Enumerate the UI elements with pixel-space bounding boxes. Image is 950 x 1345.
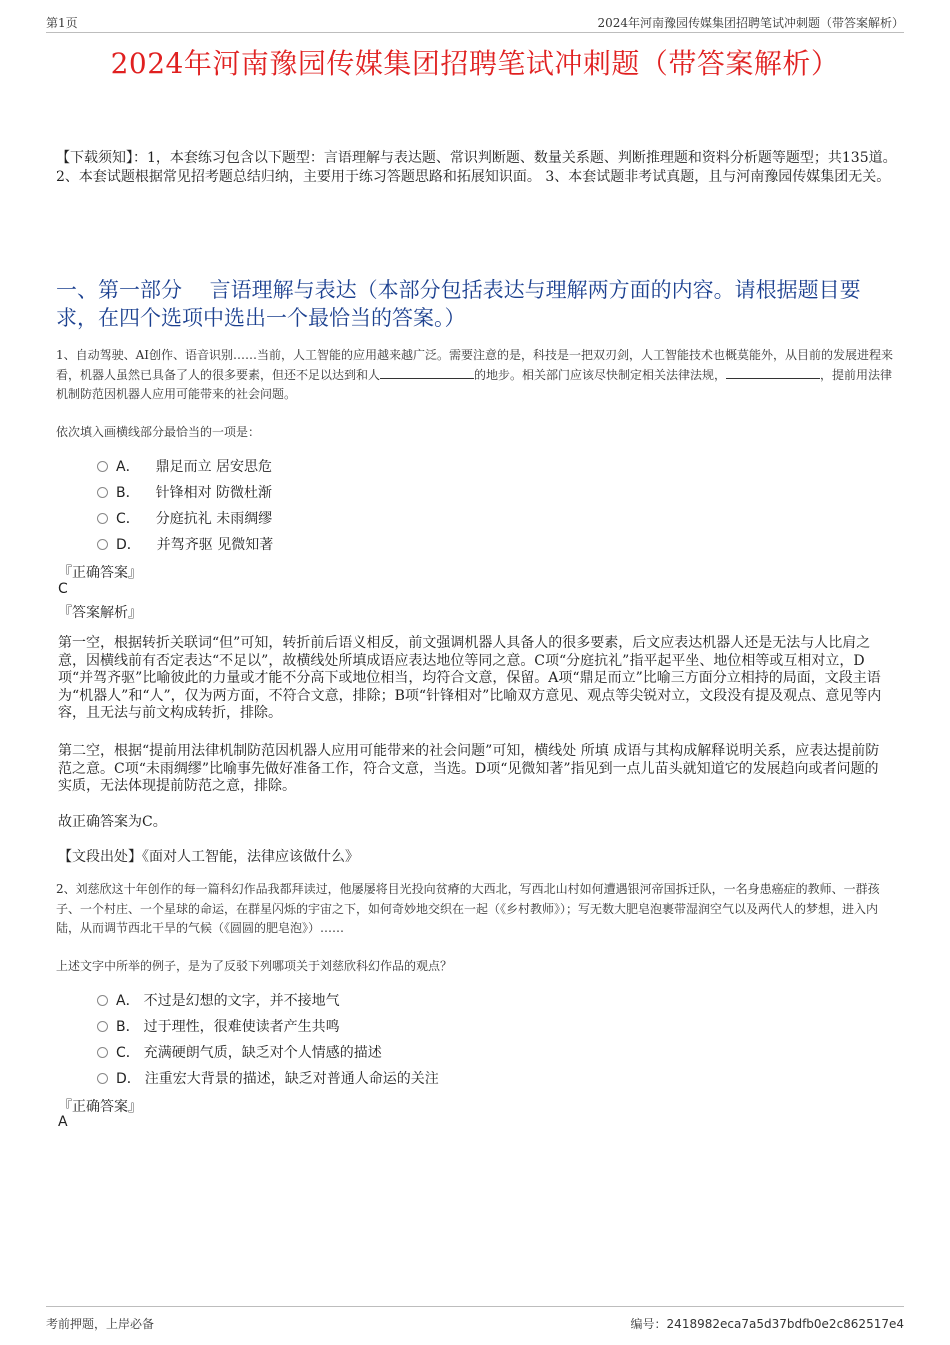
radio-button[interactable] xyxy=(97,461,108,472)
option-2d[interactable]: D． 注重宏大背景的描述，缺乏对普通人命运的关注 xyxy=(97,1068,439,1088)
question-2-prompt: 上述文字中所举的例子，是为了反驳下列哪项关于刘慈欣科幻作品的观点？ xyxy=(56,959,453,973)
radio-button[interactable] xyxy=(97,513,108,524)
question-1-text-c: ，提前用法律机制防范因机器人应用可能带来的社会问题。 xyxy=(56,367,893,401)
option-1b[interactable]: B． 针锋相对 防微杜渐 xyxy=(97,482,272,502)
option-2b[interactable]: B． 过于理性，很难使读者产生共鸣 xyxy=(97,1016,340,1036)
document-title: 2024年河南豫园传媒集团招聘笔试冲刺题（带答案解析） xyxy=(110,47,840,80)
radio-button[interactable] xyxy=(97,1047,108,1058)
page-header xyxy=(46,14,904,33)
option-2a[interactable]: A． 不过是幻想的文字，并不接地气 xyxy=(97,990,340,1010)
download-notice: 【下载须知】：1，本套练习包含以下题型：言语理解与表达题、常识判断题、数量关系题、判断推理题和资料分析题等题型；共135道。 2、本套试题根据常见招考题总结归纳，主要用于练习答题思路和拓展知识面。 3、本套试题非考试真题，且与河南豫园传媒集团无关。 xyxy=(56,150,897,185)
text-source: 【文段出处】《面对人工智能，法律应该做什么》 xyxy=(58,849,359,865)
radio-button[interactable] xyxy=(97,539,108,550)
blank-1 xyxy=(380,366,474,379)
analysis-label: 『答案解析』 xyxy=(58,605,142,621)
analysis-conclusion: 故正确答案为C。 xyxy=(58,814,167,830)
page-number: 第1页 xyxy=(46,16,78,30)
option-2c[interactable]: C． 充满硬朗气质，缺乏对个人情感的描述 xyxy=(97,1042,382,1062)
question-1-text-a: 1、自动驾驶、AI创作、语音识别……当前，人工智能的应用越来越广泛。需要注意的是，科技是一把双刃剑，人工智能技术也概莫能外，从目前的发展进程来看，机器人虽然已具备了人的很多要素，但还不足以达到和人 xyxy=(56,348,894,382)
footer-slogan: 考前押题，上岸必备 xyxy=(46,1317,155,1331)
analysis-paragraph-1: 第一空，根据转折关联词“但”可知，转折前后语义相反，前文强调机器人具备人的很多要素，后文应表达机器人还是无法与人比肩之意，因横线前有否定表达“不足以”，故横线处所填成语应表达地位等同之意。C项“分庭抗礼”指平起平坐、地位相等或互相对立，D项“并驾齐驱”比喻彼此的力量或才能不分高下或地位相当，均符合文意，保留。A项“鼎足而立”比喻三方面分立相持的局面，文段主语为“机器人”和“人”，仅为两方面，不符合文意，排除；B项“针锋相对”比喻双方意见、观点等尖锐对立，文段没有提及观点、意见等内容，且无法与前文构成转折，排除。 xyxy=(58,635,882,721)
radio-button[interactable] xyxy=(97,1021,108,1032)
option-1a[interactable]: A． 鼎足而立 居安思危 xyxy=(97,456,272,476)
header-doc-title: 2024年河南豫园传媒集团招聘笔试冲刺题（带答案解析） xyxy=(597,16,904,30)
answer-label-2: 『正确答案』 xyxy=(58,1099,142,1115)
question-1-text-b: 的地步。相关部门应该尽快制定相关法律法规， xyxy=(474,367,727,382)
answer-label-1: 『正确答案』 xyxy=(58,565,142,581)
radio-button[interactable] xyxy=(97,995,108,1006)
radio-button[interactable] xyxy=(97,1073,108,1084)
option-1d[interactable]: D． 并驾齐驱 见微知著 xyxy=(97,534,273,554)
footer-code-value: 2418982eca7a5d37bdfb0e2c862517e4 xyxy=(666,1317,904,1331)
question-1-stem xyxy=(56,346,898,405)
option-1c[interactable]: C． 分庭抗礼 未雨绸缪 xyxy=(97,508,272,528)
question-2-stem: 2、刘慈欣这十年创作的每一篇科幻作品我都拜读过，他屡屡将目光投向贫瘠的大西北，写西北山村如何遭遇银河帝国拆迁队，一名身患癌症的教师、一群孩子、一个村庄、一个星球的命运，在群星闪烁的宇宙之下，如何奇妙地交织在一起（《乡村教师》）；写无数大肥皂泡裹带湿润空气以及两代人的梦想，进入内陆，从而调节西北干旱的气候（《圆圆的肥皂泡》）…… xyxy=(56,882,880,935)
blank-2 xyxy=(726,366,820,379)
answer-2: A xyxy=(58,1114,68,1130)
page-footer xyxy=(46,1306,904,1329)
radio-button[interactable] xyxy=(97,487,108,498)
footer-code xyxy=(631,1315,904,1332)
answer-1: C xyxy=(58,581,68,597)
question-1-prompt: 依次填入画横线部分最恰当的一项是： xyxy=(56,425,261,439)
section-heading: 一、第一部分 言语理解与表达（本部分包括表达与理解两方面的内容。请根据题目要求，在四个选项中选出一个最恰当的答案。） xyxy=(56,278,861,330)
footer-code-label: 编号： xyxy=(630,1317,667,1331)
analysis-paragraph-2: 第二空，根据“提前用法律机制防范因机器人应用可能带来的社会问题”可知，横线处 所填 成语与其构成解释说明关系，应表达提前防范之意。C项“未雨绸缪”比喻事先做好准备工作，符合文意，当选。D项“见微知著”指见到一点儿苗头就知道它的发展趋向或者问题的实质，无法体现提前防范之意，排除。 xyxy=(58,743,880,794)
